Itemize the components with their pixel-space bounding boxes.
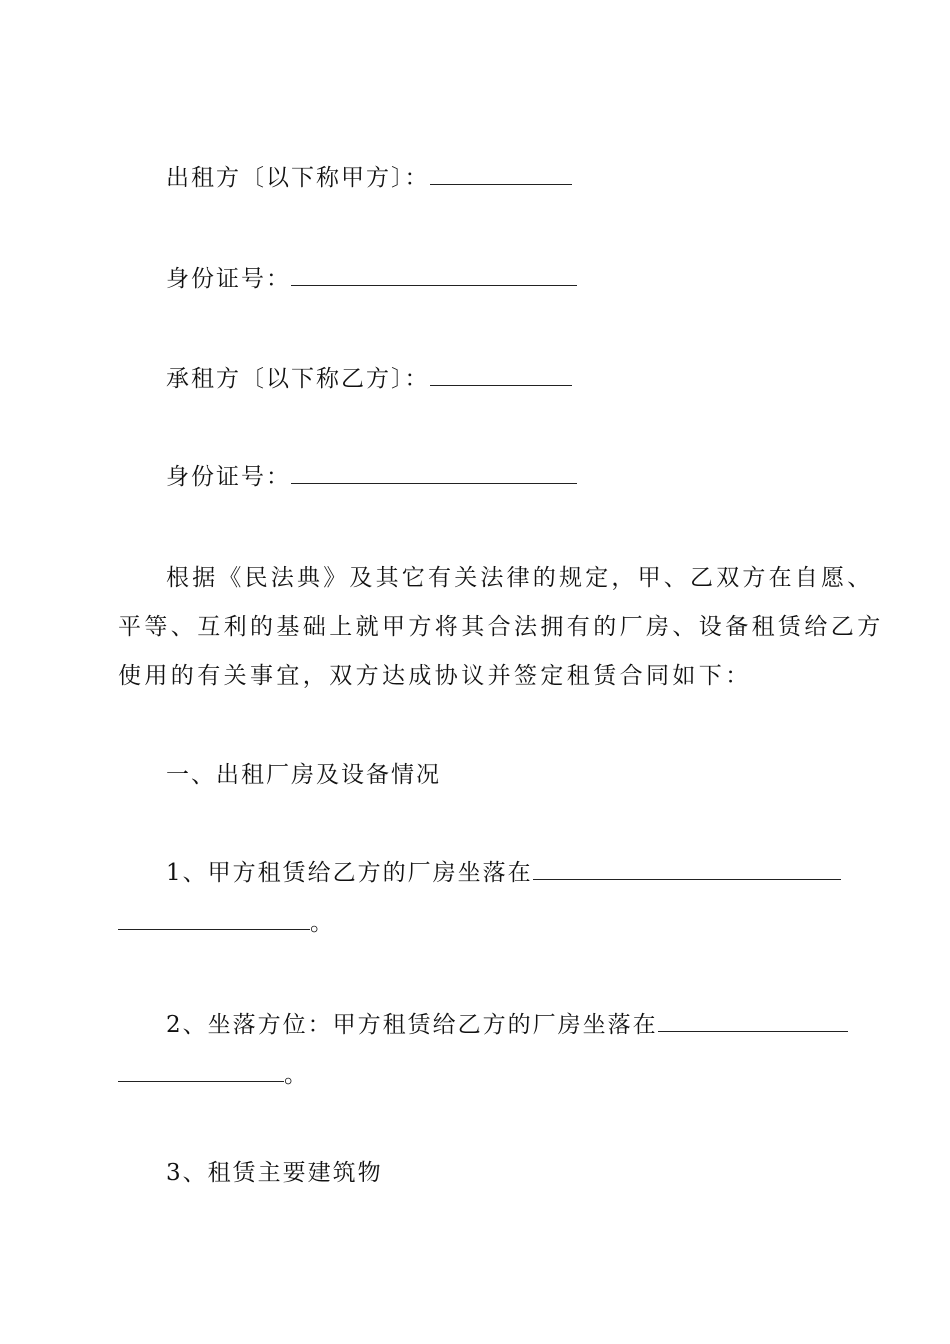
item-2-line-2 (118, 1060, 307, 1090)
item-1-text: 1、甲方租赁给乙方的厂房坐落在 (166, 860, 533, 886)
item-1-line (166, 858, 841, 888)
lessee-id-blank[interactable] (291, 463, 577, 484)
item-2-line (166, 1010, 848, 1040)
lessee-id-line (166, 462, 577, 492)
item-2-blank-b[interactable] (118, 1061, 284, 1082)
lessee-blank[interactable] (430, 365, 572, 386)
item-1-blank-a[interactable] (533, 859, 841, 880)
item-1-line-2 (118, 908, 333, 938)
lessor-id-line (166, 264, 577, 294)
item-2-end: 。 (284, 1062, 307, 1088)
preamble-line-2: 平等、互利的基础上就甲方将其合法拥有的厂房、设备租赁给乙方 (118, 614, 884, 640)
lessee-label: 承租方〔以下称乙方〕： (166, 366, 430, 392)
section-1-title: 一、出租厂房及设备情况 (166, 762, 441, 788)
lessee-line (166, 364, 572, 394)
item-2-blank-a[interactable] (658, 1011, 848, 1032)
lessee-id-label: 身份证号： (166, 464, 291, 490)
lessor-blank[interactable] (430, 164, 572, 185)
preamble-line-3: 使用的有关事宜，双方达成协议并签定租赁合同如下： (118, 663, 752, 689)
item-1-blank-b[interactable] (118, 909, 310, 930)
item-1-end: 。 (310, 910, 333, 936)
preamble-line-1: 根据《民法典》及其它有关法律的规定，甲、乙双方在自愿、 (166, 565, 874, 591)
lessor-id-label: 身份证号： (166, 266, 291, 292)
lessor-label: 出租方〔以下称甲方〕： (166, 165, 430, 191)
item-2-text: 2、坐落方位：甲方租赁给乙方的厂房坐落在 (166, 1012, 658, 1038)
item-3-line: 3、租赁主要建筑物 (166, 1160, 383, 1186)
lessor-id-blank[interactable] (291, 265, 577, 286)
lessor-line (166, 163, 572, 193)
